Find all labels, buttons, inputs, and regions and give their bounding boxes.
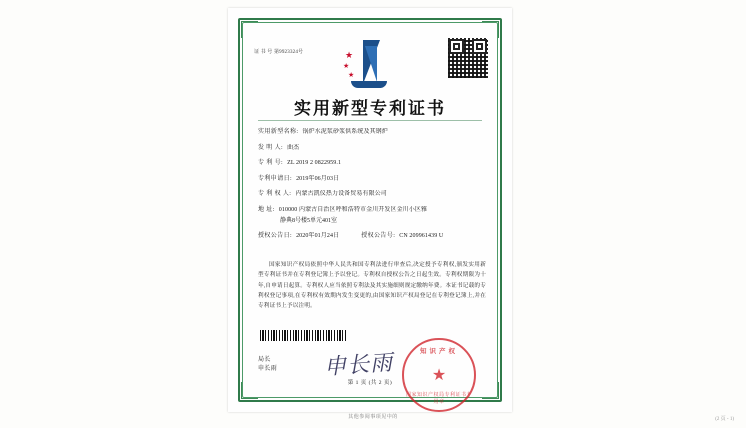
field-label: 发 明 人: bbox=[258, 144, 284, 151]
footer-note: 其他参阅事项见中的 bbox=[348, 415, 398, 420]
legal-body-text: 国家知识产权局依照中华人民共和国专利法进行审查后,决定授予专利权,颁发实用新型专利证书并在专利登记簿上予以登记。专利权自授权公告之日起生效。专利权期限为十年,自申请日起算。专利权人应当依照专利法及其实施细则规定缴纳年费。本证书记载的专利权登记事项,在专利权有效期内发生变更的,由国家知识产权局登记在专利登记簿上,并在专利证书上予以注明。 bbox=[258, 262, 486, 310]
field-label: 专 利 号: bbox=[258, 160, 284, 166]
field-label: 实用新型名称: bbox=[258, 129, 299, 135]
field-value: 010000 内蒙古自治区呼和浩特市金川开发区金川小区雅 bbox=[278, 206, 428, 213]
official-red-seal-icon bbox=[402, 338, 476, 412]
seal-top-text: 知识产权 bbox=[420, 348, 458, 355]
field-label: 授权公告日: bbox=[258, 233, 293, 239]
field-label: 地 址: bbox=[258, 206, 275, 213]
field-row bbox=[258, 232, 486, 241]
field-value: 内蒙古凯仪热力设备贸易有限公司 bbox=[295, 191, 387, 197]
seal-bottom-text: 国家知识产权局专利证书专用章 bbox=[405, 393, 472, 405]
corner-ornament-icon bbox=[241, 21, 258, 38]
field-label: 专利申请日: bbox=[258, 175, 293, 182]
field-value: 2020年01月24日 bbox=[296, 233, 340, 239]
seal-star-icon: ★ bbox=[431, 367, 447, 384]
field-value: 曲杰 bbox=[287, 144, 300, 151]
field-row bbox=[258, 175, 486, 184]
ship-sail-emblem-icon: ★ ★ ★ bbox=[339, 40, 401, 90]
signature-block bbox=[258, 356, 277, 373]
qr-code-icon bbox=[448, 38, 488, 78]
field-row bbox=[258, 144, 486, 153]
field-row bbox=[258, 190, 486, 199]
certificate-number: 证 书 号 第9923324号 bbox=[254, 50, 304, 55]
field-value: ZL 2019 2 0822959.1 bbox=[287, 160, 342, 166]
signature-title-line1: 局长 bbox=[258, 357, 271, 363]
certificate-fields bbox=[258, 128, 486, 248]
field-label: 授权公告号: bbox=[361, 233, 396, 239]
title-divider bbox=[258, 120, 482, 121]
field-value: 2019年06月03日 bbox=[296, 175, 340, 182]
certificate-title: 实用新型专利证书 bbox=[294, 99, 446, 119]
field-label: 专 利 权 人: bbox=[258, 191, 292, 197]
field-row bbox=[258, 128, 486, 137]
corner-ornament-icon bbox=[482, 21, 499, 38]
signature-title-line2: 申长雨 bbox=[258, 365, 278, 372]
field-row bbox=[258, 159, 486, 168]
handwritten-signature: 申长雨 bbox=[323, 350, 394, 381]
barcode-icon bbox=[260, 330, 346, 341]
field-value: 锅炉水泥浆砂浆供系统及其钢炉 bbox=[302, 129, 388, 135]
patent-certificate-sheet bbox=[228, 8, 512, 412]
page-number: 第 1 页 (共 2 页) bbox=[347, 380, 393, 386]
address-line-2: 静典8号楼5单元401室 bbox=[280, 218, 338, 224]
field-row bbox=[258, 206, 486, 215]
footer-code: (2 页 - 1) bbox=[715, 417, 734, 422]
field-value: CN 209961439 U bbox=[399, 233, 444, 239]
